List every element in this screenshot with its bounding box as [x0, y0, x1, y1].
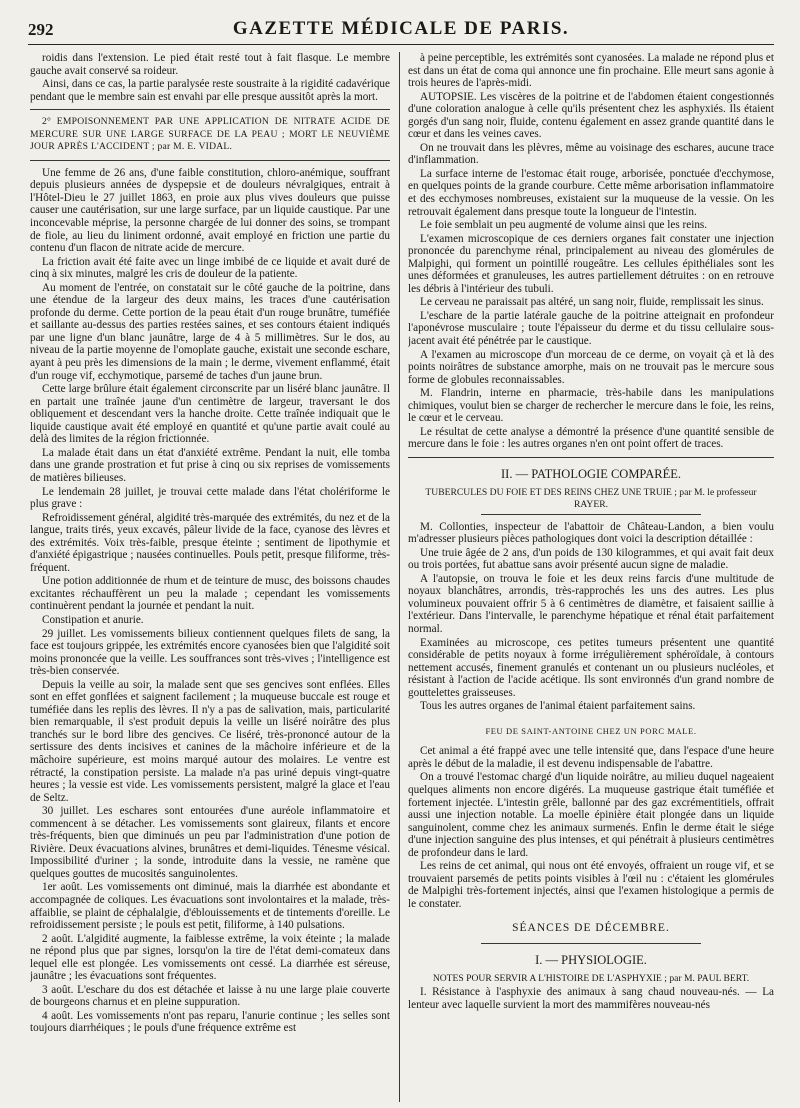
paragraph: Constipation et anurie. [42, 613, 144, 626]
short-rule [481, 943, 701, 944]
paragraph: Le résultat de cette analyse a démontré la présence d'une quantité sensible de mercure dans le foie : les autres organes n'en ont point offert de traces. [408, 425, 774, 451]
section-heading: II. — PATHOLOGIE COMPARÉE. [501, 466, 681, 481]
paragraph: Cette large brûlure était également circonscrite par un liséré blanc jaunâtre. Il en partait une traînée jaune d'un centimètre de largeur, traversant le dos obliquement et descendant vers la hanche droite. Cette traînée indiquait que le liquide caustique avait été employé en quantité et qu'une partie avait coulé au delà des limites de la région frictionnée. [30, 383, 390, 446]
paragraph: 4 août. Les vomissements n'ont pas reparu, l'anurie continue ; les selles sont toujours diarrhéiques ; le pouls d'une fréquence extrême est [30, 1009, 390, 1035]
article-title: 2° EMPOISONNEMENT PAR UNE APPLICATION DE NITRATE ACIDE DE MERCURE SUR UNE LARGE SURFACE DE LA PEAU ; MORT LE NEUVIÈME JOUR APRÈS L'ACCIDENT ; par M. E. VIDAL. [30, 116, 390, 153]
right-column [408, 52, 774, 1102]
paragraph: L'eschare de la partie latérale gauche de la poitrine atteignait en profondeur l'aponévrose musculaire ; toute l'épaisseur du derme et du tissu cellulaire sous-jacent avait été pénétrée par le caustique. [408, 309, 774, 348]
paragraph: Examinées au microscope, ces petites tumeurs présentent une quantité considérable de petits noyaux à forme irrégulièrement sphéroïdale, à contours nettement accusés, finement granulés et contenant un ou plusieurs nucléoles, et résistant à l'action de l'acide acétique. Ils sont environnés d'un grand nombre de gouttelettes graisseuses. [408, 636, 774, 699]
paragraph: A l'autopsie, on trouva le foie et les deux reins farcis d'une multitude de noyaux blanchâtres, arrondis, très-rapprochés les uns des autres. Les plus volumineux pouvaient offrir 5 à 6 centimètres de diamètre, et faisaient saillie à l'extérieur. Dans l'intervalle, le parenchyme hépatique et rénal était parfaitement normal. [408, 572, 774, 635]
paragraph: On a trouvé l'estomac chargé d'un liquide noirâtre, au milieu duquel nageaient quelques aliments non encore digérés. La muqueuse gastrique était tuméfiée et fortement injectée. L'intestin grêle, ballonné par des gaz excrémentitiels, offrait aussi une injection notable. La moelle épinière était plongée dans un liquide sanguinolent, comme chez les animaux surmenés. Enfin le derme était le siége d'une injection sanguine des plus intenses, et qui pénétrait à plusieurs centimètres de profondeur dans le lard. [408, 771, 774, 859]
short-rule [481, 514, 701, 515]
paragraph: AUTOPSIE. Les viscères de la poitrine et de l'abdomen étaient congestionnés d'une coloration analogue à celle qu'ils présentent chez les asphyxiés. Ils étaient gorgés d'un sang noir, fluide, contenu également en assez grande quantité dans le cœur et dans les veines caves. [408, 90, 774, 141]
paragraph: M. Flandrin, interne en pharmacie, très-habile dans les manipulations chimiques, voulut bien se charger de rechercher le mercure dans le foie, les reins, le cœur et le cerveau. [408, 387, 774, 425]
paragraph: 1er août. Les vomissements ont diminué, mais la diarrhée est abondante et accompagnée de coliques. Les évacuations sont involontaires et la malade, très-affaiblie, se plaint de céphalalgie, d'éblouissements et de tintements d'oreille. Le refroidissement persiste ; le pouls est petit, filiforme, à 140 pulsations. [30, 881, 390, 932]
paragraph: Une potion additionnée de rhum et de teinture de musc, des boissons chaudes excitantes réchauffèrent un peu la malade ; cependant les vomissements continuèrent pendant la journée et pendant la nuit. [30, 575, 390, 613]
paragraph: Le foie semblait un peu augmenté de volume ainsi que les reins. [420, 219, 708, 232]
paragraph: Le lendemain 28 juillet, je trouvai cette malade dans l'état cholériforme le plus grave : [30, 485, 390, 511]
paragraph: Une femme de 26 ans, d'une faible constitution, chloro-anémique, souffrant depuis plusieurs années de dyspepsie et de douleurs névralgiques, entrait à l'Hôtel-Dieu le 27 juillet 1863, en proie aux plus vives douleurs que puisse causer une cautérisation, sur une large surface, par un liquide caustique. Par une inconcevable méprise, la personne chargée de lui donner des soins, se trompant de fiole, au lieu du liniment ordonné, avait employé en friction une partie du contenu d'un flacon de nitrate acide de mercure. [30, 166, 390, 255]
paragraph: Le cerveau ne paraissait pas altéré, un sang noir, fluide, remplissait les sinus. [420, 296, 764, 309]
article-title: NOTES POUR SERVIR A L'HISTOIRE DE L'ASPHYXIE ; par M. PAUL BERT. [432, 972, 750, 984]
paragraph: La malade était dans un état d'anxiété extrême. Pendant la nuit, elle tomba dans une grande prostration et fut prise à cinq ou six reprises de vomissements de matières bilieuses. [30, 446, 390, 484]
divider [408, 457, 774, 458]
paragraph: On ne trouvait dans les plèvres, même au voisinage des eschares, aucune trace d'inflammation. [408, 141, 774, 167]
article-title: FEU DE SAINT-ANTOINE CHEZ UN PORC MALE. [485, 725, 697, 736]
paragraph: Au moment de l'entrée, on constatait sur le côté gauche de la poitrine, dans une étendue de la largeur des deux mains, les traces d'une cautérisation profonde du derme. Cette portion de la peau était d'un rouge brunâtre, tuméfiée et saillante au-dessus des parties restées saines, et ses contours étaient indiqués par une ligne d'un blanc jaunâtre, large de 4 à 5 millimètres. Sur le dos, au niveau de la partie moyenne de l'omoplate gauche, existait une seconde eschare, ayant à peu près les dimensions de la main ; le derme, vivement enflammé, était d'un rouge vif, ecchymotique, parsemé de taches d'un jaune brun. [30, 281, 390, 382]
left-column [30, 52, 390, 1102]
paragraph: M. Collonties, inspecteur de l'abattoir de Château-Landon, a bien voulu m'adresser plusieurs pièces pathologiques dont voici la description détaillée : [408, 520, 774, 546]
page-number: 292 [28, 20, 54, 39]
paragraph: Tous les autres organes de l'animal étaient parfaitement sains. [420, 700, 696, 713]
page-header [28, 18, 774, 45]
divider [30, 160, 390, 161]
paragraph: Cet animal a été frappé avec une telle intensité que, dans l'espace d'une heure après le début de la maladie, il est devenu indispensable de l'abattre. [408, 745, 774, 770]
article-title: TUBERCULES DU FOIE ET DES REINS CHEZ UNE TRUIE ; par M. le professeur RAYER. [425, 486, 757, 511]
paragraph: Ainsi, dans ce cas, la partie paralysée reste soustraite à la rigidité cadavérique pendant que le membre sain est envahi par elle presque aussitôt après la mort. [30, 78, 390, 103]
section-heading: SÉANCES DE DÉCEMBRE. [512, 922, 670, 935]
paragraph: 30 juillet. Les eschares sont entourées d'une auréole inflammatoire et commencent à se détacher. Les vomissements sont glaireux, filants et encore très-fréquents, bien que diminués un peu par l'administration d'une potion de Rivière. Deux évacuations alvines, brunâtres et demi-liquides. Ténesme vésical. Impossibilité d'uriner ; la sonde, introduite dans la vessie, ne ramène que quelques gouttes de mucosités sanguinolentes. [30, 805, 390, 880]
paragraph: à peine perceptible, les extrémités sont cyanosées. La malade ne répond plus et est dans un état de coma qui annonce une fin prochaine. Elle meurt sans agonie à trois heures de l'après-midi. [408, 52, 774, 90]
paragraph: 2 août. L'algidité augmente, la faiblesse extrême, la voix éteinte ; la malade ne répond plus que par signes, lorsqu'on la tire de l'état demi-comateux dans lequel elle est plongée. Les vomissements ont cessé. La diarrhée est séreuse, jaunâtre ; les évacuations sont fréquentes. [30, 932, 390, 983]
divider [30, 109, 390, 110]
paragraph: Refroidissement général, algidité très-marquée des extrémités, du nez et de la langue, traits tirés, yeux excavés, pâleur livide de la face, cyanose des lèvres et des extrémités. Voix très-faible, presque éteinte ; sentiment de lipothymie et d'anxiété épigastrique ; nausées continuelles. Pouls petit, presque filiforme, très-fréquent. [30, 511, 390, 574]
paragraph: roidis dans l'extension. Le pied était resté tout à fait flasque. Le membre gauche avait conservé sa roideur. [30, 52, 390, 77]
paragraph: 29 juillet. Les vomissements bilieux contiennent quelques filets de sang, la face est toujours grippée, les extrémités encore cyanosées bien que l'algidité soit moins prononcée que la veille. Les souffrances sont très-vives ; l'intelligence est très-bien conservée. [30, 627, 390, 678]
paragraph: 3 août. L'eschare du dos est détachée et laisse à nu une large plaie couverte de bourgeons charnus et en pleine suppuration. [30, 983, 390, 1009]
paragraph: Une truie âgée de 2 ans, d'un poids de 130 kilogrammes, et qui avait fait deux ou trois portées, fut abattue sans avoir présenté aucun signe de maladie. [408, 546, 774, 572]
paragraph: L'examen microscopique de ces derniers organes fait constater une injection prononcée du parenchyme rénal, principalement au niveau des glomérules de Malpighi, qui forment un pointillé rougeâtre. Les cellules épithéliales sont les unes déformées et granuleuses, les autres partiellement détruites : on en retrouve les débris à l'intérieur des tubuli. [408, 232, 774, 295]
paragraph: Depuis la veille au soir, la malade sent que ses gencives sont enflées. Elles sont en effet gonflées et saignent facilement ; la muqueuse buccale est rouge et tuméfiée dans les replis des lèvres. Il n'y a pas de salivation, mais, particularité bien remarquable, il s'est produit depuis la veille un liséré noirâtre des plus tranchés sur le bord libre des gencives. Ce liséré, très-prononcé autour de la sertissure des dents incisives et canines de la mâchoire inférieure et de la mâchoire supérieure, est moins marqué autour des molaires. Le ventre est rétracté, la constipation persiste. La malade n'a pas uriné depuis vingt-quatre heures ; la vessie est vide. Les vomissements persistent, malgré la glace et l'eau de Seltz. [30, 678, 390, 804]
paragraph: A l'examen au microscope d'un morceau de ce derme, on voyait çà et là des points noirâtres de substance amorphe, mais on ne trouvait pas le mercure sous forme de globules reconnaissables. [408, 348, 774, 386]
paragraph: I. Résistance à l'asphyxie des animaux à sang chaud nouveau-nés. — La lenteur avec laquelle survient la mort des mammifères nouveau-nés [408, 986, 774, 1011]
section-subheading: I. — PHYSIOLOGIE. [535, 953, 647, 967]
journal-title: GAZETTE MÉDICALE DE PARIS. [232, 18, 570, 39]
paragraph: La surface interne de l'estomac était rouge, arborisée, ponctuée d'ecchymose, en quelques points de la grande courbure. Cette même arborisation inflammatoire et des ecchymoses nombreuses, existaient sur la muqueuse de la vessie. On les retrouvait également dans presque toute la longueur de l'intestin. [408, 167, 774, 218]
paragraph: Les reins de cet animal, qui nous ont été envoyés, offraient un rouge vif, et se trouvaient parsemés de petits points visibles à l'œil nu : c'étaient les glomérules de Malpighi très-fortement injectés, ainsi que l'examen histologique a permis de le constater. [408, 860, 774, 910]
paragraph: La friction avait été faite avec un linge imbibé de ce liquide et avait duré de cinq à six minutes, malgré les cris de douleur de la patiente. [30, 255, 390, 281]
column-rule [399, 52, 400, 1102]
